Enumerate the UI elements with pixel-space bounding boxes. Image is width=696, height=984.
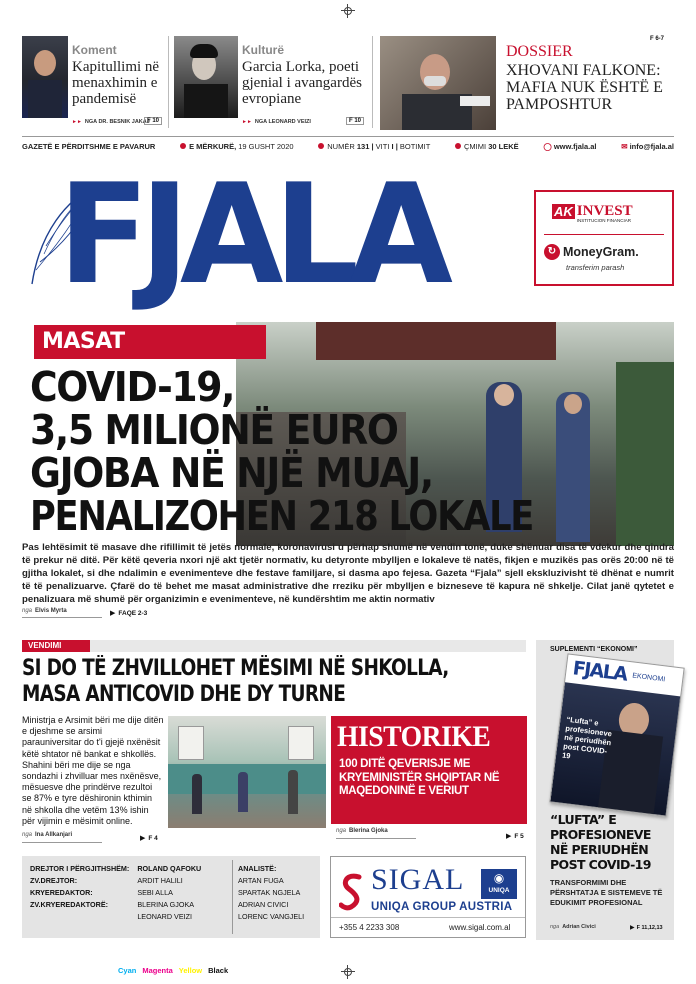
analyst-name: ARTAN FUGA xyxy=(238,875,284,885)
school-title-line-1: SI DO TË ZHVILLOHET MËSIMI NË SHKOLLA, xyxy=(22,656,449,681)
moneygram-name: MoneyGram. xyxy=(563,245,639,259)
staff-label: DREJTOR I PËRGJITHSHËM: xyxy=(30,863,130,873)
supplement-sub: TRANSFORMIMI DHE PËRSHTATJA E SISTEMEVE TË EDUKIMIT PROFESIONAL xyxy=(550,878,663,907)
play-icon: ▶ xyxy=(506,833,512,840)
teaser-koment-category: Koment xyxy=(72,43,117,57)
staff-table xyxy=(26,862,205,922)
analysts-label: ANALISTË: xyxy=(238,863,277,873)
masthead-title: FJALA xyxy=(58,154,444,315)
lead-headline-line-1: COVID-19, xyxy=(30,363,235,411)
rule xyxy=(22,136,674,137)
rule xyxy=(331,917,525,918)
lead-tag: MASAT xyxy=(34,325,266,359)
staff-name: ROLAND QAFOKU xyxy=(137,863,202,873)
ad-divider xyxy=(544,234,664,235)
teaser-dossier-category: DOSSIER xyxy=(506,43,573,60)
school-tag-bar xyxy=(22,640,526,652)
teaser-dossier-title: XHOVANI FALKONE: MAFIA NUK ËSHTË E PAMPOSHTUR xyxy=(506,62,663,113)
sigal-site[interactable]: www.sigal.com.al xyxy=(449,923,511,932)
supplement-panel[interactable] xyxy=(536,640,674,940)
date-block: E MËRKURË, 19 GUSHT 2020 xyxy=(180,142,294,151)
uniqa-badge xyxy=(481,869,517,899)
email-link[interactable]: ✉ info@fjala.al xyxy=(621,141,674,151)
teaser-kulture-author: NGA LEONARD VEIZI xyxy=(254,119,311,125)
supplement-byline: Adrian Civici xyxy=(562,924,596,930)
historike-box[interactable] xyxy=(331,716,527,824)
play-icon: ▶ xyxy=(140,835,146,842)
school-photo xyxy=(168,716,326,828)
moneygram-sub: transferim parash xyxy=(566,263,625,272)
teaser-dossier-photo xyxy=(380,36,496,130)
supplement-cover xyxy=(549,653,684,816)
supplement-title: “LUFTA” E PROFESIONEVE NË PERIUDHËN POST COVID-19 xyxy=(550,812,651,872)
cmyk-magenta: Magenta xyxy=(142,966,173,975)
uniqa-label: UNIQA xyxy=(488,887,510,894)
info-bar xyxy=(22,140,674,152)
sigal-logo-icon xyxy=(339,871,365,911)
sigal-phone: +355 4 2233 308 xyxy=(339,923,400,932)
ak-invest: INVEST xyxy=(576,203,633,219)
staff-name: ARDIT HALILI xyxy=(137,875,183,885)
ad-box[interactable] xyxy=(534,190,674,286)
teaser-koment-page: F 10 xyxy=(144,117,162,125)
cmyk-strip xyxy=(118,966,228,975)
lead-headline-line-3: GJOBA NË NJË MUAJ, xyxy=(30,449,433,497)
number-block: NUMËR 131 | VITI I | BOTIMIT xyxy=(318,142,430,151)
price-block: ÇMIMI 30 LEKË xyxy=(455,142,519,151)
school-page: F 4 xyxy=(148,834,158,842)
rule xyxy=(336,838,416,839)
lead-byline: Elvis Myrta xyxy=(35,608,67,614)
supplement-cover-brand: FJALA xyxy=(571,657,628,686)
teaser-kulture-page: F 10 xyxy=(346,117,364,125)
divider xyxy=(232,860,233,934)
historike-body: 100 DITË QEVERISJE ME KRYEMINISTËR SHQIPTAR NË MAQEDONINË E VERIUT xyxy=(339,758,500,797)
arrow-icon: ►► xyxy=(242,119,252,125)
school-title xyxy=(22,656,562,708)
registration-mark-top xyxy=(341,4,355,18)
arrow-icon: ►► xyxy=(72,119,82,125)
lead-headline-line-2: 3,5 MILIONË EURO xyxy=(30,406,398,454)
teaser-dossier[interactable] xyxy=(380,34,674,132)
school-title-line-2: MASA ANTICOVID DHE DY TURNE xyxy=(22,682,346,707)
teaser-koment-title: Kapitullimi në menaxhimin e pandemisë xyxy=(72,59,160,107)
tagline: GAZETË E PËRDITSHME E PAVARUR xyxy=(22,141,156,151)
cmyk-cyan: Cyan xyxy=(118,966,137,975)
staff-label: ZV.KRYEREDAKTORË: xyxy=(30,899,109,909)
divider xyxy=(168,36,169,128)
supplement-cover-sub: EKONOMI xyxy=(631,672,666,684)
supplement-cover-text: “Lufta” e profesioneve në periudhën post COVID-19 xyxy=(561,714,613,761)
supplement-label: SUPLEMENTI “EKONOMI” xyxy=(550,646,638,653)
rule xyxy=(22,842,102,843)
lead-headline xyxy=(30,363,590,540)
staff-box xyxy=(22,856,320,938)
mouse-icon: ◯ xyxy=(543,141,552,151)
staff-name: BLERINA GJOKA xyxy=(137,899,195,909)
moneygram-icon: ↻ xyxy=(544,244,560,260)
registration-mark-bottom xyxy=(341,965,355,979)
staff-label: ZV.DREJTOR: xyxy=(30,875,78,885)
uniqa-icon: ◉ xyxy=(493,871,505,885)
school-tag: VENDIMI xyxy=(22,640,90,652)
analyst-name: LORENC VANGJELI xyxy=(238,911,305,921)
play-icon: ▶ xyxy=(630,925,635,931)
teaser-kulture-title: Garcia Lorka, poeti gjenial i avangardës evropiane xyxy=(242,59,362,107)
school-byline-prefix: nga xyxy=(22,832,33,838)
school-byline: Ina Allkanjari xyxy=(35,832,73,838)
lead-headline-line-4: PENALIZOHEN 218 LOKALE xyxy=(30,492,534,540)
sigal-brand: SIGAL xyxy=(371,863,465,896)
lead-body: Pas lehtësimit të masave dhe rifillimit të jetës normale, koronavirusi u përhap shumë në vendin tonë, duke shënuar disa të vdekur dhe qindra të prekur në ditë. Për këtë qeveria nxori një akt tjetër normativ, ku detyronte mbylljen e lokaleve të natës, fikjen e muzikës pas orës 20:00 në të gjitha lokalet, si dhe ndalimin e evenimenteve dhe festave familjare, si dasma apo fejesa. Gazeta “Fjala” sjell ekskluzivisht të dhënat e numrit të të penalizuarve. Çfarë do të behet me masat administrative dhe rreziku për mbylljen e bizneseve të kapura në shkelje. Cilat janë qytetet e penalizuara më shumë për organizimin e evenimenteve, në kundërshtim me aktin normativ xyxy=(22,542,674,605)
teaser-koment-photo xyxy=(22,36,68,118)
supplement-page: F 11,12,13 xyxy=(636,924,663,931)
historike-byline-prefix: nga xyxy=(336,828,347,834)
analyst-name: SPARTAK NGJELA xyxy=(238,887,301,897)
sigal-sub: UNIQA GROUP AUSTRIA xyxy=(371,901,513,913)
sigal-ad[interactable] xyxy=(330,856,526,938)
website-link[interactable]: ◯ www.fjala.al xyxy=(543,141,597,151)
teaser-kulture[interactable] xyxy=(174,34,364,132)
cmyk-black: Black xyxy=(208,966,229,975)
cmyk-yellow: Yellow xyxy=(178,966,203,975)
ak-sub: INSTITUCION FINANCIAR xyxy=(576,218,632,223)
mail-icon: ✉ xyxy=(621,141,628,151)
staff-label: KRYEREDAKTOR: xyxy=(30,887,93,897)
staff-label xyxy=(26,910,133,922)
rule xyxy=(22,617,102,618)
teaser-kulture-category: Kulturë xyxy=(242,43,284,57)
staff-name: LEONARD VEIZI xyxy=(137,911,193,921)
divider xyxy=(372,36,373,128)
play-icon: ▶ xyxy=(110,610,116,617)
teaser-dossier-page: F 6-7 xyxy=(650,36,665,42)
teaser-koment-author: NGA DR. BESNIK JAKAJ xyxy=(84,119,150,125)
ak-mark: AK xyxy=(554,204,573,219)
historike-byline: Blerina Gjoka xyxy=(349,828,388,834)
historike-page: F 5 xyxy=(514,832,524,840)
teaser-kulture-photo xyxy=(174,36,238,118)
teaser-koment[interactable] xyxy=(22,34,167,132)
supplement-byline-prefix: nga xyxy=(550,924,560,930)
lead-page: FAQE 2-3 xyxy=(118,609,148,617)
staff-name: SEBI ALLA xyxy=(137,887,173,897)
analyst-name: ADRIAN CIVICI xyxy=(238,899,289,909)
historike-title: HISTORIKE xyxy=(337,720,491,753)
lead-byline-prefix: nga xyxy=(22,608,33,614)
school-body: Ministrja e Arsimit bëri me dije ditën e djeshme se arsimi parauniversitar do t'i gjejë nxënësit këtë shtator në bankat e shkollës. Shahini bëri me dije se nga sondazhi i zhvilluar mes nxënësve, mësuesve dhe prindërve rezultoi se 87% e tyre dëshironin kthimin në shkolla dhe vetëm 13% ishin për vijimin e mësimit online. xyxy=(22,715,164,826)
